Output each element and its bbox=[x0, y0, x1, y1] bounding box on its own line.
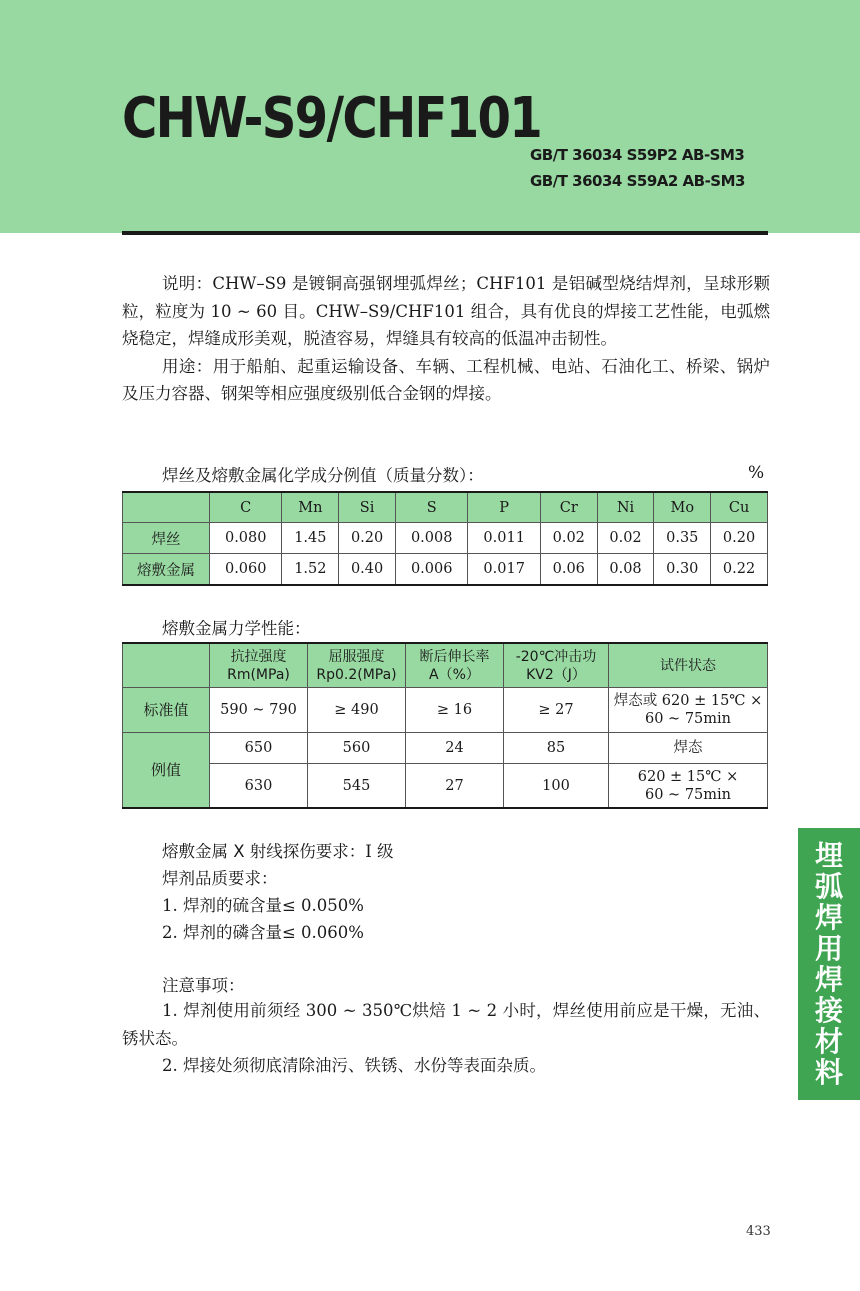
description-paragraph bbox=[122, 270, 770, 408]
chem-header-cell bbox=[123, 492, 210, 523]
mech-header-cell: 试件状态 bbox=[609, 643, 768, 688]
notes-list bbox=[122, 997, 770, 1080]
table-cell: 27 bbox=[406, 764, 504, 809]
list-item: 1. 焊剂的硫含量≤ 0.050% bbox=[162, 896, 364, 915]
header-line: 抗拉强度 bbox=[230, 648, 287, 665]
xray-requirement bbox=[162, 838, 394, 862]
header-rule bbox=[122, 231, 768, 235]
mech-table bbox=[122, 642, 768, 809]
row-label: 标准值 bbox=[123, 688, 210, 733]
table-cell: 24 bbox=[406, 733, 504, 764]
table-cell: 0.35 bbox=[654, 523, 711, 554]
note-item-2: 2. 焊接处须彻底清除油污、铁锈、水份等表面杂质。 bbox=[162, 1056, 546, 1075]
table-cell: 545 bbox=[308, 764, 406, 809]
usage-text: 用于船舶、起重运输设备、车辆、工程机械、电站、石油化工、桥梁、锅炉及压力容器、钢架等相应强度级别低合金钢的焊接。 bbox=[122, 356, 771, 403]
description-label: 说明： bbox=[162, 274, 213, 293]
list-item: 2. 焊剂的磷含量≤ 0.060% bbox=[162, 923, 364, 942]
chem-table-title: 焊丝及熔敷金属化学成分例值（质量分数）： bbox=[162, 466, 484, 485]
page-title: CHW-S9/CHF101 bbox=[122, 86, 542, 151]
table-cell: 0.017 bbox=[468, 554, 540, 586]
standard-line-2: GB/T 36034 S59A2 AB-SM3 bbox=[530, 172, 745, 190]
table-cell: 0.20 bbox=[339, 523, 396, 554]
chem-header-cell: Mo bbox=[654, 492, 711, 523]
header-band bbox=[0, 0, 860, 233]
table-row bbox=[123, 554, 768, 586]
description-text: CHW–S9 是镀铜高强钢埋弧焊丝；CHF101 是铝碱型烧结焊剂，呈球形颗粒，粒度为 10 ~ 60 目。CHW–S9/CHF101 组合，具有优良的焊接工艺性能，电弧燃烧稳定，焊缝成形美观，脱渣容易，焊缝具有较高的低温冲击韧性。 bbox=[122, 274, 770, 348]
chem-table bbox=[122, 491, 768, 586]
cell-line: 60 ~ 75min bbox=[645, 711, 731, 727]
table-cell: 0.006 bbox=[395, 554, 467, 586]
table-cell: 0.008 bbox=[395, 523, 467, 554]
table-cell: 焊态 bbox=[609, 733, 768, 764]
flux-quality-label: 焊剂品质要求： bbox=[162, 869, 278, 888]
side-tab-label: 埋弧焊用焊接材料 bbox=[815, 839, 844, 1089]
chem-header-cell: Si bbox=[339, 492, 396, 523]
table-cell: 560 bbox=[308, 733, 406, 764]
mech-header-blank bbox=[123, 643, 210, 688]
mech-header-cell bbox=[308, 643, 406, 688]
table-cell: 0.080 bbox=[210, 523, 282, 554]
table-cell: 0.22 bbox=[711, 554, 768, 586]
header-line: A（%） bbox=[429, 666, 480, 683]
header-line: Rp0.2(MPa) bbox=[316, 666, 397, 683]
table-cell: 650 bbox=[210, 733, 308, 764]
table-cell: 0.06 bbox=[540, 554, 597, 586]
table-cell: 0.08 bbox=[597, 554, 654, 586]
table-row bbox=[123, 733, 768, 764]
table-cell: ≥ 27 bbox=[504, 688, 609, 733]
mech-header-row bbox=[123, 643, 768, 688]
header-line: -20℃冲击功 bbox=[515, 648, 597, 665]
standard-line-1: GB/T 36034 S59P2 AB-SM3 bbox=[530, 146, 745, 164]
usage-label: 用途： bbox=[162, 356, 213, 376]
xray-value: I 级 bbox=[365, 842, 394, 861]
row-label: 焊丝 bbox=[123, 523, 210, 554]
table-cell: 0.02 bbox=[597, 523, 654, 554]
table-cell: 0.060 bbox=[210, 554, 282, 586]
table-cell: 1.45 bbox=[282, 523, 339, 554]
chem-unit: % bbox=[748, 463, 765, 483]
table-row bbox=[123, 523, 768, 554]
table-row bbox=[123, 764, 768, 809]
table-cell: ≥ 490 bbox=[308, 688, 406, 733]
page-number: 433 bbox=[746, 1224, 771, 1239]
table-cell: 0.30 bbox=[654, 554, 711, 586]
mech-header-cell bbox=[504, 643, 609, 688]
table-row bbox=[123, 688, 768, 733]
table-cell: 590 ~ 790 bbox=[210, 688, 308, 733]
chem-header-cell: Mn bbox=[282, 492, 339, 523]
table-cell: 0.02 bbox=[540, 523, 597, 554]
chem-header-cell: C bbox=[210, 492, 282, 523]
note-item-1: 1. 焊剂使用前须经 300 ~ 350℃烘焙 1 ~ 2 小时，焊丝使用前应是干燥，无油、锈状态。 bbox=[122, 1001, 770, 1048]
row-label: 熔敷金属 bbox=[123, 554, 210, 586]
table-cell bbox=[609, 688, 768, 733]
cell-line: 60 ~ 75min bbox=[645, 786, 731, 803]
table-cell: 1.52 bbox=[282, 554, 339, 586]
chem-header-cell: Cu bbox=[711, 492, 768, 523]
chem-header-cell: Ni bbox=[597, 492, 654, 523]
mech-table-title: 熔敷金属力学性能： bbox=[162, 619, 311, 638]
header-line: 断后伸长率 bbox=[419, 648, 490, 665]
chem-header-cell: S bbox=[395, 492, 467, 523]
table-cell bbox=[609, 764, 768, 809]
chem-header-row bbox=[123, 492, 768, 523]
cell-line: 焊态或 620 ± 15℃ × bbox=[613, 693, 763, 709]
table-cell: 100 bbox=[504, 764, 609, 809]
row-label: 例值 bbox=[123, 733, 210, 809]
mech-header-cell bbox=[406, 643, 504, 688]
header-line: 屈服强度 bbox=[328, 648, 385, 665]
side-category-tab bbox=[798, 828, 860, 1100]
table-cell: 0.20 bbox=[711, 523, 768, 554]
cell-line: 620 ± 15℃ × bbox=[637, 768, 739, 785]
chem-header-cell: Cr bbox=[540, 492, 597, 523]
chem-header-cell: P bbox=[468, 492, 540, 523]
xray-label: 熔敷金属 X 射线探伤要求： bbox=[162, 842, 366, 861]
table-cell: 630 bbox=[210, 764, 308, 809]
mech-header-cell bbox=[210, 643, 308, 688]
header-line: Rm(MPa) bbox=[227, 666, 290, 683]
table-cell: 85 bbox=[504, 733, 609, 764]
table-cell: 0.011 bbox=[468, 523, 540, 554]
table-cell: ≥ 16 bbox=[406, 688, 504, 733]
header-line: KV2（J） bbox=[526, 666, 586, 683]
notes-label: 注意事项： bbox=[162, 976, 245, 995]
table-cell: 0.40 bbox=[339, 554, 396, 586]
